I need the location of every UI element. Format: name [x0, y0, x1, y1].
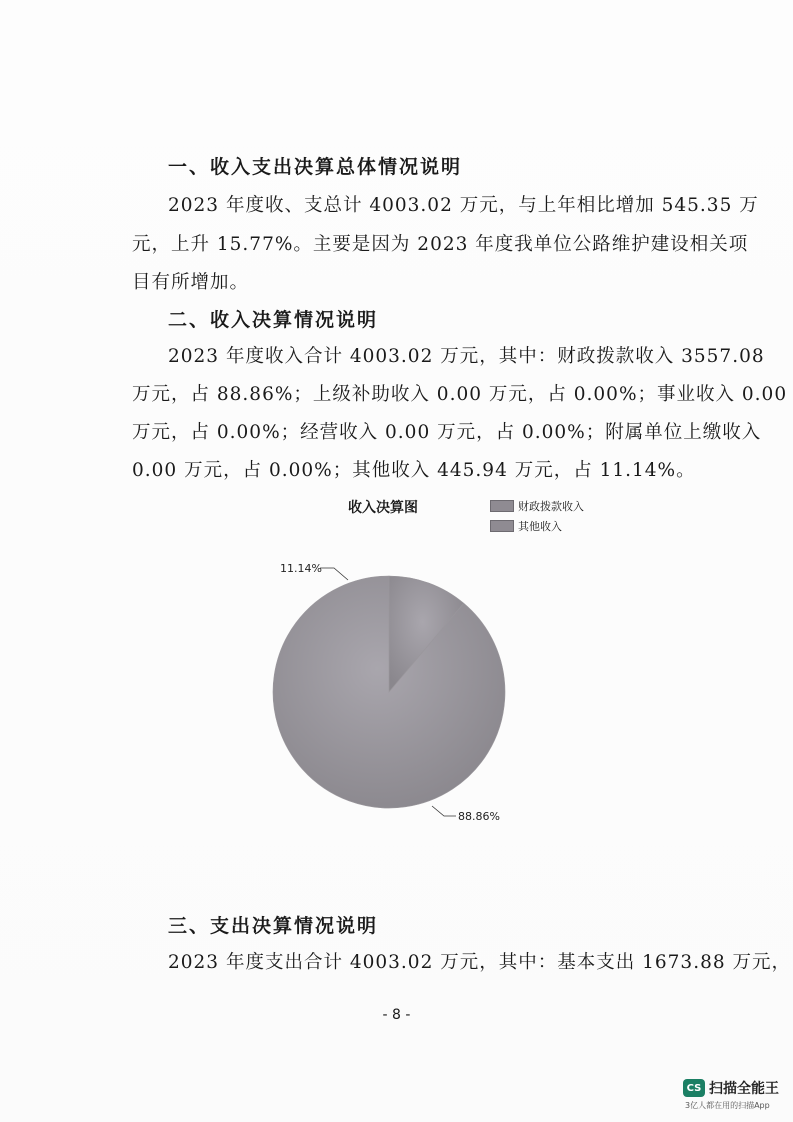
section-2-line: 0.00 万元，占 0.00%；其他收入 445.94 万元，占 11.14%。 [132, 460, 696, 481]
section-1-line: 目有所增加。 [132, 272, 250, 293]
section-2-line: 万元，占 0.00%；经营收入 0.00 万元，占 0.00%；附属单位上缴收入 [132, 422, 762, 443]
legend-label: 其他收入 [518, 520, 562, 533]
chart-title: 收入决算图 [348, 500, 418, 516]
pie-label-fiscal: 88.86% [458, 810, 500, 823]
scanner-watermark [683, 1078, 779, 1111]
pie-leader-other [320, 568, 348, 580]
section-1-line: 2023 年度收、支总计 4003.02 万元，与上年相比增加 545.35 万 [168, 195, 759, 216]
watermark-slogan: 3亿人都在用的扫描App [685, 1101, 770, 1110]
watermark-app-name: 扫描全能王 [709, 1081, 779, 1097]
section-3-heading: 三、支出决算情况说明 [168, 915, 379, 937]
section-1-heading: 一、收入支出决算总体情况说明 [168, 156, 463, 178]
pie-label-other: 11.14% [280, 562, 322, 575]
section-3-line: 2023 年度支出合计 4003.02 万元，其中：基本支出 1673.88 万元， [168, 952, 791, 973]
pie-leader-fiscal [432, 806, 456, 816]
legend-label: 财政拨款收入 [518, 500, 584, 513]
pie-slice-0 [273, 576, 505, 808]
page-number: - 8 - [382, 1007, 411, 1023]
section-1-line: 元，上升 15.77%。主要是因为 2023 年度我单位公路维护建设相关项 [132, 234, 749, 255]
section-2-line: 2023 年度收入合计 4003.02 万元，其中：财政拨款收入 3557.08 [168, 346, 765, 367]
section-2-line: 万元，占 88.86%；上级补助收入 0.00 万元，占 0.00%；事业收入 0.00 [132, 384, 788, 405]
section-2-heading: 二、收入决算情况说明 [168, 309, 379, 331]
cs-logo-icon: CS [683, 1079, 705, 1097]
